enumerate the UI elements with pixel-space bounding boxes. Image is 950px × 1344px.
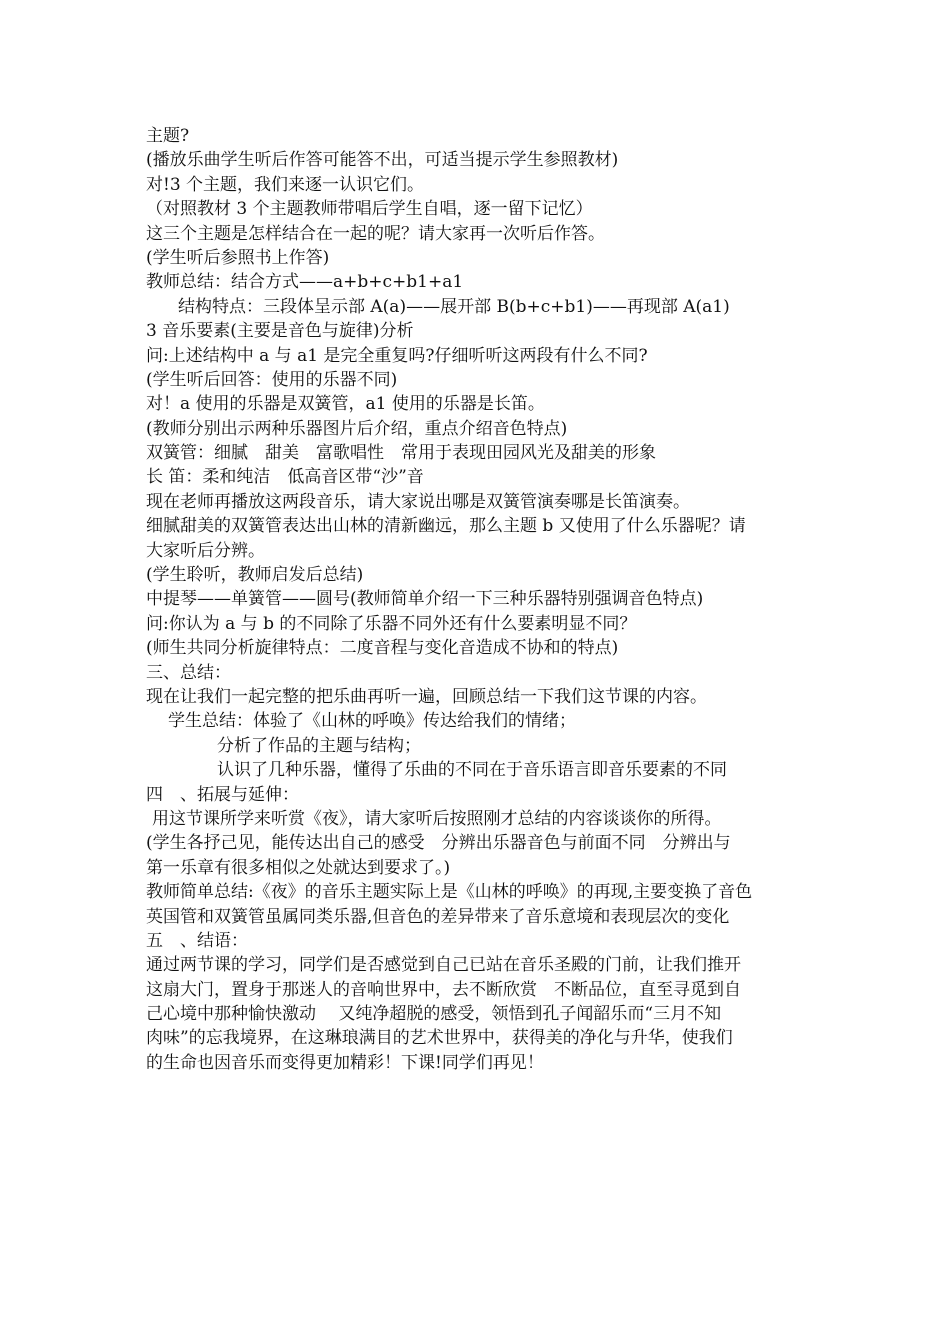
document-body [146,124,816,1075]
text-line: 双簧管：细腻 甜美 富歌唱性 常用于表现田园风光及甜美的形象 [146,443,656,464]
text-line: 通过两节课的学习，同学们是否感觉到自己已站在音乐圣殿的门前，让我们推开 [146,955,741,976]
text-line: 用这节课所学来听赏《夜》，请大家听后按照刚才总结的内容谈谈你的所得。 [152,808,722,829]
text-line: 现在让我们一起完整的把乐曲再听一遍，回顾总结一下我们这节课的内容。 [146,686,707,707]
text-line: 这三个主题是怎样结合在一起的呢？请大家再一次听后作答。 [146,223,605,244]
text-line: 己心境中那种愉快激动 又纯净超脱的感受，领悟到孔子闻韶乐而“三月不知 [146,1004,722,1025]
text-line: 大家听后分辨。 [146,540,265,561]
text-line: 分析了作品的主题与结构； [217,735,421,756]
text-line: (播放乐曲学生听后作答可能答不出，可适当提示学生参照教材) [146,150,619,171]
text-line: (教师分别出示两种乐器图片后介绍，重点介绍音色特点) [146,418,568,439]
text-line: 这扇大门，置身于那迷人的音响世界中，去不断欣赏 不断品位，直至寻觅到自 [146,979,741,1000]
text-line: (学生听后参照书上作答) [146,247,330,268]
text-line: 教师总结：结合方式——a+b+c+b1+a1 [146,272,464,293]
text-line: 主题? [146,126,190,146]
text-line: 对!3 个主题，我们来逐一认识它们。 [146,174,425,195]
text-line: 英国管和双簧管虽属同类乐器,但音色的差异带来了音乐意境和表现层次的变化 [146,906,730,927]
text-line: 中提琴——单簧管——圆号(教师简单介绍一下三种乐器特别强调音色特点) [146,589,704,610]
text-line: (师生共同分析旋律特点：二度音程与变化音造成不协和的特点) [146,638,619,659]
text-line: 肉味”的忘我境界，在这琳琅满目的艺术世界中，获得美的净化与升华，使我们 [146,1028,733,1049]
text-line: 的生命也因音乐而变得更加精彩！下课!同学们再见！ [146,1052,544,1073]
text-line: 现在老师再播放这两段音乐，请大家说出哪是双簧管演奏哪是长笛演奏。 [146,491,690,512]
text-line: （对照教材 3 个主题教师带唱后学生自唱，逐一留下记忆） [146,199,593,220]
text-line: 认识了几种乐器，懂得了乐曲的不同在于音乐语言即音乐要素的不同 [217,760,727,781]
text-line: 细腻甜美的双簧管表达出山林的清新幽远，那么主题 b 又使用了什么乐器呢？请 [146,516,746,537]
text-line: 问:上述结构中 a 与 a1 是完全重复吗?仔细听听这两段有什么不同? [146,345,648,366]
section-heading: 3 音乐要素(主要是音色与旋律)分析 [146,321,414,342]
text-line: 长 笛：柔和纯洁 低高音区带“沙”音 [146,467,424,488]
text-line: 第一乐章有很多相似之处就达到要求了。) [146,857,451,878]
text-line: 结构特点：三段体呈示部 A(a)——展开部 B(b+c+b1)——再现部 A(a1) [178,296,730,317]
section-heading: 三、总结： [146,662,231,683]
text-line: (学生各抒己见，能传达出自己的感受 分辨出乐器音色与前面不同 分辨出与 [146,833,731,854]
text-line: (学生听后回答：使用的乐器不同) [146,369,398,390]
text-line: 教师简单总结:《夜》的音乐主题实际上是《山林的呼唤》的再现,主要变换了音色 [146,882,753,903]
section-heading: 五 、结语： [146,930,248,951]
text-line: 学生总结：体验了《山林的呼唤》传达给我们的情绪； [168,711,576,732]
section-heading: 四 、拓展与延伸： [146,784,299,805]
text-line: (学生聆听，教师启发后总结) [146,565,364,586]
text-line: 问:你认为 a 与 b 的不同除了乐器不同外还有什么要素明显不同？ [146,613,637,634]
text-line: 对！a 使用的乐器是双簧管，a1 使用的乐器是长笛。 [146,394,545,415]
